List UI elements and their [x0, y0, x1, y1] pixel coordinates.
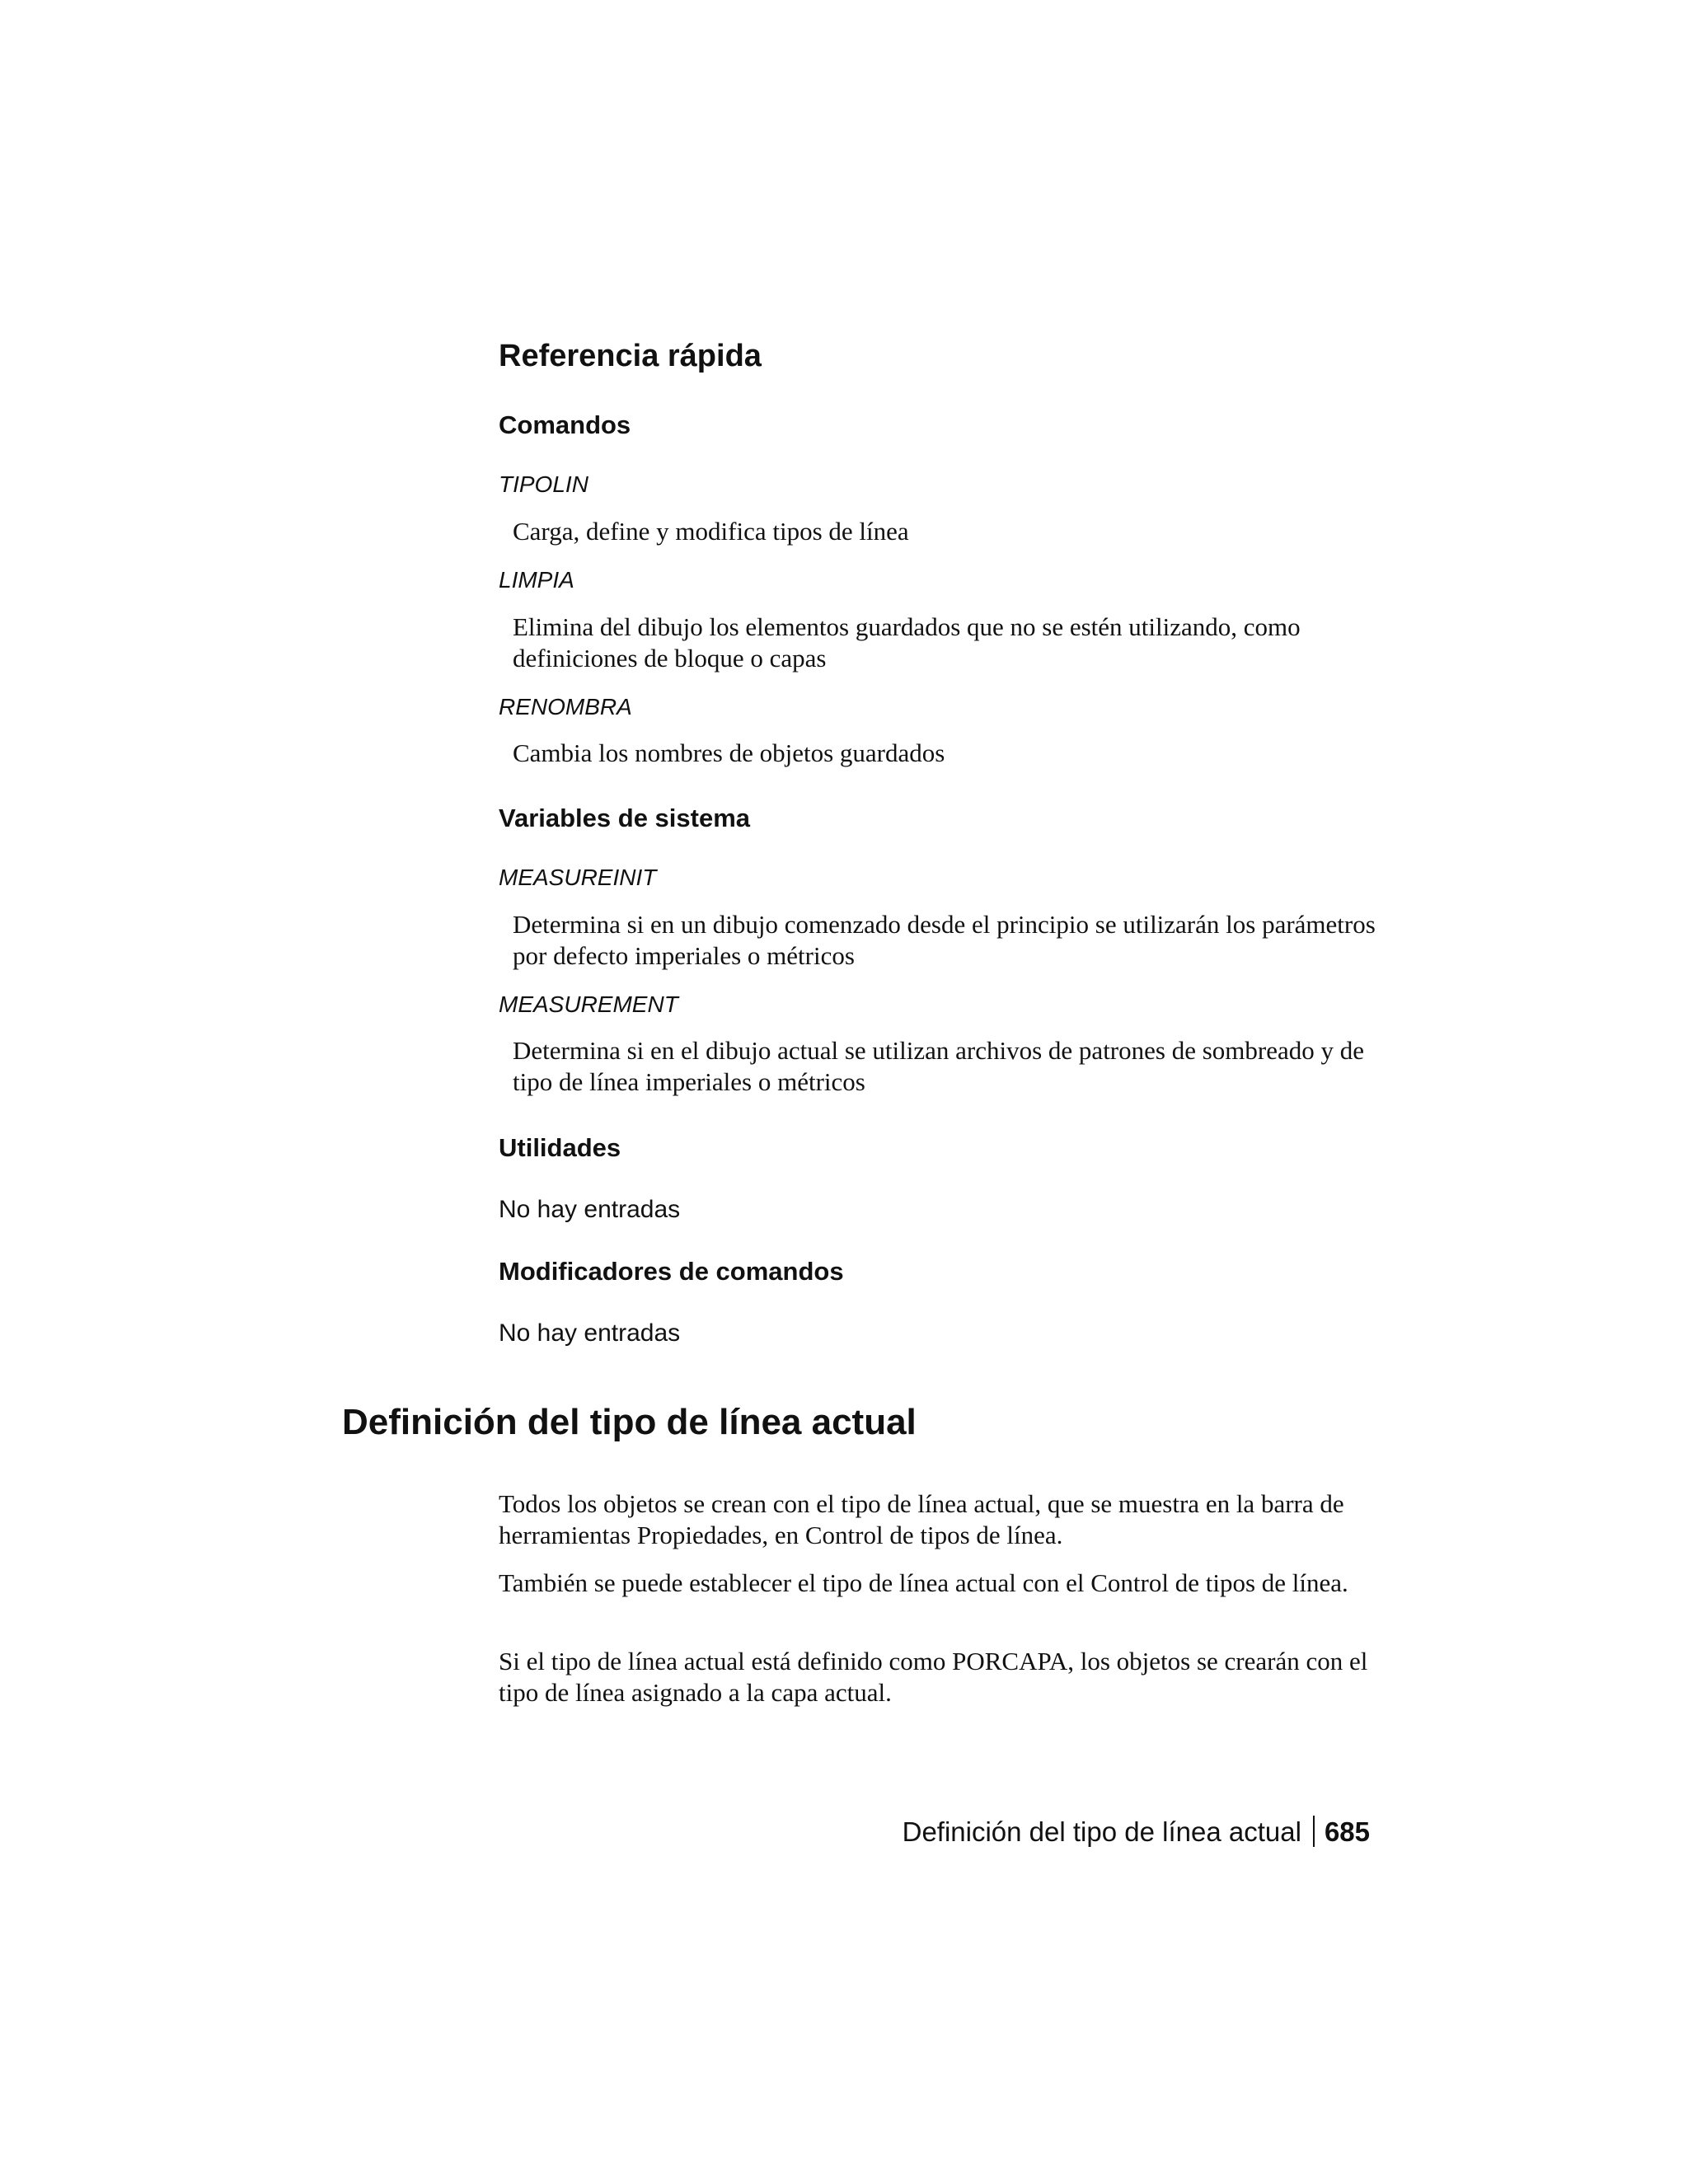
footer-separator	[1313, 1816, 1315, 1847]
command-modifiers-heading: Modificadores de comandos	[499, 1257, 844, 1286]
command-term-tipolin: TIPOLIN	[499, 471, 588, 497]
command-term-renombra: RENOMBRA	[499, 694, 632, 719]
command-modifiers-text: No hay entradas	[499, 1319, 681, 1347]
utilities-text: No hay entradas	[499, 1196, 681, 1223]
variable-description-measurement: Determina si en el dibujo actual se utilizan archivos de patrones de sombreado y de tipo de línea imperiales o métricos	[513, 1036, 1364, 1096]
commands-heading: Comandos	[499, 410, 631, 439]
section-paragraph-1: Todos los objetos se crean con el tipo de línea actual, que se muestra en la barra de herramientas Propiedades, en Control de tipos de línea.	[499, 1489, 1344, 1549]
system-variables-heading: Variables de sistema	[499, 804, 751, 832]
page-number: 685	[1324, 1816, 1370, 1847]
utilities-heading: Utilidades	[499, 1133, 621, 1162]
page-footer	[903, 1816, 1370, 1849]
command-description-renombra: Cambia los nombres de objetos guardados	[513, 738, 945, 767]
variable-description-measureinit: Determina si en un dibujo comenzado desde el principio se utilizarán los parámetros por defecto imperiales o métricos	[513, 910, 1376, 970]
command-description-limpia: Elimina del dibujo los elementos guardados que no se estén utilizando, como definiciones de bloque o capas	[513, 612, 1301, 673]
section-paragraph-3: Si el tipo de línea actual está definido como PORCAPA, los objetos se crearán con el tipo de línea asignado a la capa actual.	[499, 1647, 1368, 1707]
command-description-tipolin: Carga, define y modifica tipos de línea	[513, 517, 909, 546]
section-title: Definición del tipo de línea actual	[342, 1402, 917, 1442]
variable-term-measurement: MEASUREMENT	[499, 991, 678, 1017]
footer-running-title: Definición del tipo de línea actual	[902, 1816, 1301, 1847]
section-paragraph-2: También se puede establecer el tipo de línea actual con el Control de tipos de línea.	[499, 1568, 1348, 1597]
command-term-limpia: LIMPIA	[499, 567, 574, 593]
quick-reference-title: Referencia rápida	[499, 339, 762, 373]
variable-term-measureinit: MEASUREINIT	[499, 865, 657, 890]
